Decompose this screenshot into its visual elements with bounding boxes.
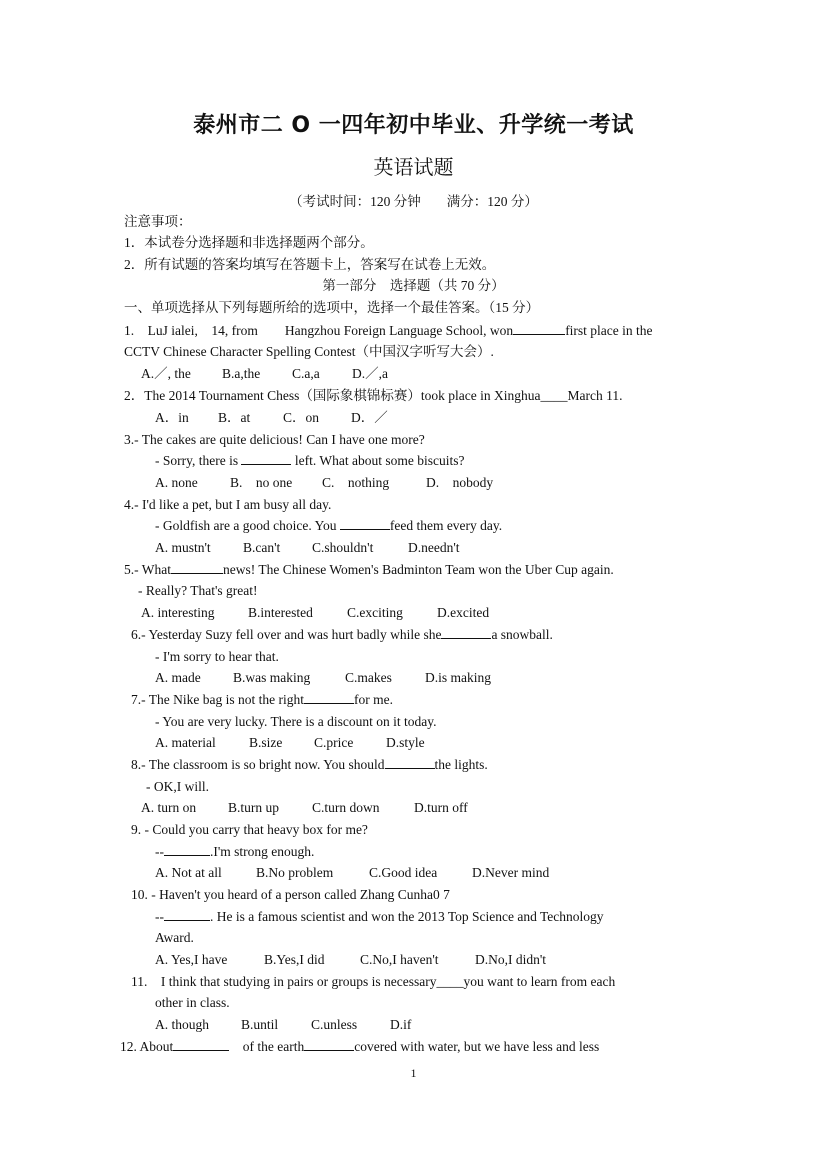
page-number: 1 [410,1066,417,1080]
question-5-response: - Really? That's great! [138,583,258,598]
question-4-options: A. mustn't B.can't C.shouldn't D.needn't [155,540,460,555]
question-1-options: A.／, the B.a,the C.a,a D.／,a [141,366,388,381]
question-8-options: A. turn on B.turn up C.turn down D.turn off [141,800,468,815]
question-10-response: -- . He is a famous scientist and won the 2013 Top Science and Technology [155,909,604,924]
question-5-options: A. interesting B.interested C.exciting D.excited [141,605,490,620]
answer-blank [340,517,390,530]
answer-blank [513,322,565,335]
question-8-response: - OK,I will. [146,779,209,794]
question-6-options: A. made B.was making C.makes D.is making [155,670,491,685]
answer-blank [385,756,435,769]
question-11-cont: other in class. [155,995,230,1010]
question-11-options: A. though B.until C.unless D.if [155,1017,412,1032]
note-item-1: 1．本试卷分选择题和非选择题两个部分。 [124,235,374,250]
question-3-response: - Sorry, there is left. What about some biscuits? [155,453,465,468]
question-7: 7.- The Nike bag is not the right for me. [131,692,393,707]
answer-blank [241,452,291,465]
question-9-options: A. Not at all B.No problem C.Good idea D.Never mind [155,865,550,880]
question-4-response: - Goldfish are a good choice. You feed them every day. [155,518,503,533]
question-6-response: - I'm sorry to hear that. [155,649,279,664]
question-1: 1. LuJ ialei, 14, from Hangzhou Foreign Language School, won first place in the [124,323,653,338]
exam-score: 满分：120 分） [446,194,538,209]
question-7-response: - You are very lucky. There is a discount on it today. [155,714,437,729]
exam-title: 泰州市二 O 一四年初中毕业、升学统一考试 [193,113,634,138]
question-2: 2．The 2014 Tournament Chess（国际象棋锦标赛）took place in Xinghua____March 11. [124,388,623,403]
question-8: 8.- The classroom is so bright now. You should the lights. [131,757,488,772]
section-heading: 一、单项选择从下列每题所给的选项中，选择一个最佳答案。（15 分） [124,300,540,315]
question-1-cont: CCTV Chinese Character Spelling Contest（中国汉字听写大会）. [124,344,494,359]
question-10-response-cont: Award. [155,930,194,945]
question-3: 3.- The cakes are quite delicious! Can I have one more? [124,432,425,447]
notes-heading: 注意事项： [124,214,192,229]
question-5: 5.- What news! The Chinese Women's Badminton Team won the Uber Cup again. [124,562,614,577]
answer-blank [441,626,491,639]
question-2-options: A．in B．at C．on D．／ [155,410,388,425]
question-11: 11. I think that studying in pairs or groups is necessary____you want to learn from each [131,974,616,989]
exam-subtitle: 英语试题 [373,155,454,179]
question-10: 10. - Haven't you heard of a person called Zhang Cunha0 7 [131,887,450,902]
question-10-options: A. Yes,I have B.Yes,I did C.No,I haven't D.No,I didn't [155,952,547,967]
question-6: 6.- Yesterday Suzy fell over and was hurt badly while she a snowball. [131,627,553,642]
question-7-options: A. material B.size C.price D.style [155,735,425,750]
answer-blank [164,843,210,856]
exam-time: （考试时间：120 分钟 [289,194,421,209]
answer-blank [304,691,354,704]
question-3-options: A. none B. no one C. nothing D. nobody [155,475,494,490]
question-9: 9. - Could you carry that heavy box for me? [131,822,368,837]
question-4: 4.- I'd like a pet, but I am busy all day. [124,497,332,512]
part-title: 第一部分 选择题（共 70 分） [322,278,505,293]
note-item-2: 2．所有试题的答案均填写在答题卡上，答案写在试卷上无效。 [124,257,496,272]
answer-blank [304,1038,354,1051]
answer-blank [164,908,210,921]
question-9-response: -- .I'm strong enough. [155,844,315,859]
answer-blank [173,1038,229,1051]
exam-info [0,190,827,210]
question-12: 12. About of the earth covered with water, but we have less and less [120,1039,600,1054]
answer-blank [171,561,223,574]
